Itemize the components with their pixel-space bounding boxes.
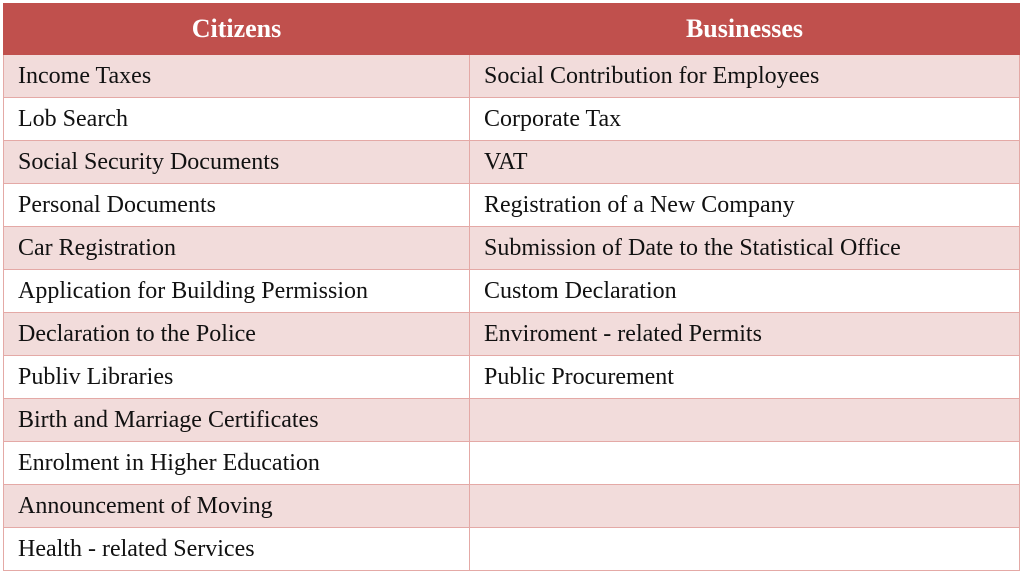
- table-row: [4, 270, 1020, 313]
- businesses-cell: [470, 442, 1020, 485]
- table-row: [4, 356, 1020, 399]
- citizens-cell: Car Registration: [4, 227, 470, 270]
- table-row: [4, 313, 1020, 356]
- businesses-cell: [470, 485, 1020, 528]
- table-header-row: [4, 4, 1020, 55]
- citizens-cell: Personal Documents: [4, 184, 470, 227]
- citizens-cell: Social Security Documents: [4, 141, 470, 184]
- table-row: [4, 98, 1020, 141]
- citizens-cell: Birth and Marriage Certificates: [4, 399, 470, 442]
- table-row: [4, 528, 1020, 571]
- citizens-cell: Lob Search: [4, 98, 470, 141]
- table-row: [4, 227, 1020, 270]
- businesses-cell: Social Contribution for Employees: [470, 55, 1020, 98]
- businesses-cell: Registration of a New Company: [470, 184, 1020, 227]
- businesses-cell: [470, 528, 1020, 571]
- businesses-cell: VAT: [470, 141, 1020, 184]
- citizens-cell: Income Taxes: [4, 55, 470, 98]
- citizens-cell: Health - related Services: [4, 528, 470, 571]
- table-row: [4, 141, 1020, 184]
- table-row: [4, 55, 1020, 98]
- table-row: [4, 442, 1020, 485]
- businesses-cell: Enviroment - related Permits: [470, 313, 1020, 356]
- services-table-container: [3, 3, 1019, 571]
- table-row: [4, 399, 1020, 442]
- citizens-cell: Declaration to the Police: [4, 313, 470, 356]
- citizens-column-header: Citizens: [4, 4, 470, 55]
- businesses-column-header: Businesses: [470, 4, 1020, 55]
- businesses-cell: [470, 399, 1020, 442]
- citizens-cell: Enrolment in Higher Education: [4, 442, 470, 485]
- services-table: [3, 3, 1020, 571]
- businesses-cell: Corporate Tax: [470, 98, 1020, 141]
- table-row: [4, 485, 1020, 528]
- businesses-cell: Public Procurement: [470, 356, 1020, 399]
- citizens-cell: Application for Building Permission: [4, 270, 470, 313]
- citizens-cell: Announcement of Moving: [4, 485, 470, 528]
- businesses-cell: Submission of Date to the Statistical Office: [470, 227, 1020, 270]
- businesses-cell: Custom Declaration: [470, 270, 1020, 313]
- table-row: [4, 184, 1020, 227]
- citizens-cell: Publiv Libraries: [4, 356, 470, 399]
